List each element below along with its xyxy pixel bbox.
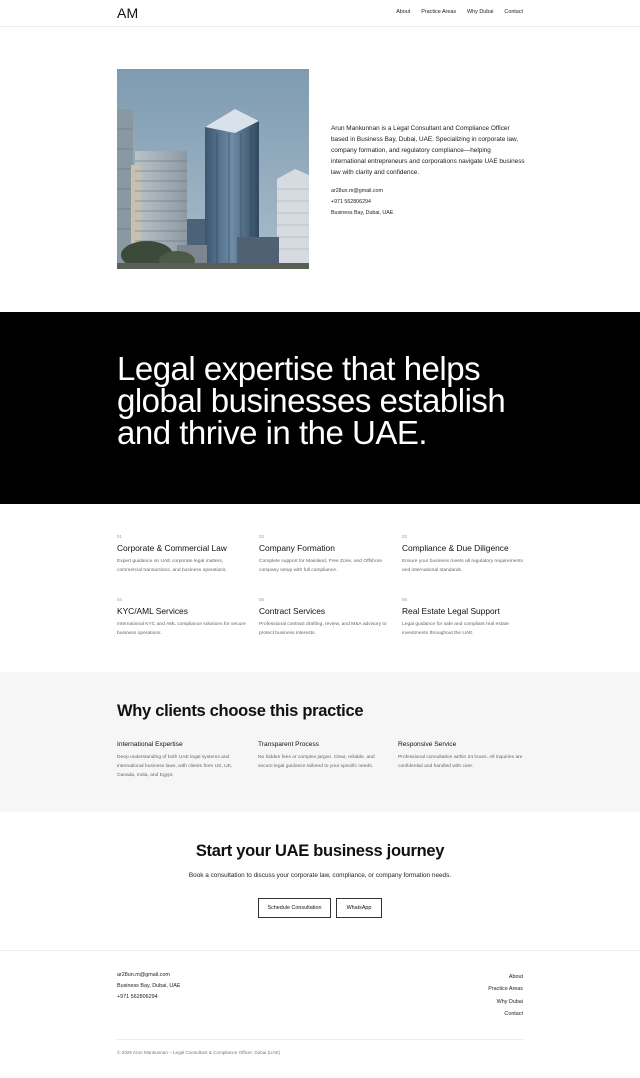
service-card: [117, 597, 247, 638]
service-number: 01: [117, 534, 122, 539]
why-item-description: Deep understanding of both UAE legal systems and international business laws, with clients from US, UK, Canada, India, and Egypt.: [117, 755, 233, 778]
cta-title: Start your UAE business journey: [195, 842, 445, 860]
service-number: 04: [117, 597, 122, 602]
service-title: KYC/AML Services: [117, 606, 188, 616]
footer-phone[interactable]: +971 562806294: [117, 994, 158, 1000]
why-item-title: Transparent Process: [258, 741, 319, 748]
footer-link-practice-areas[interactable]: Practice Areas: [488, 986, 523, 993]
service-title: Contract Services: [259, 606, 326, 616]
service-description: Ensure your business meets all regulatory requirements and international standards.: [402, 559, 523, 573]
why-section: [0, 672, 640, 812]
service-description: Expert guidance on UAE corporate legal matters, commercial transactions, and business operations.: [117, 559, 227, 573]
site-logo[interactable]: AM: [117, 5, 139, 21]
hero-email[interactable]: ar28un.m@gmail.com: [331, 188, 383, 194]
service-title: Corporate & Commercial Law: [117, 543, 227, 553]
service-number: 02: [259, 534, 264, 539]
service-card: [259, 534, 389, 575]
cta-subtitle: Book a consultation to discuss your corporate law, compliance, or company formation needs.: [188, 872, 452, 879]
bio-text: Arun Mankunnan is a Legal Consultant and Compliance Officer based in Business Bay, Dubai, UAE. Specializing in corporate law, company formation, and regulatory compliance—helping international entrepreneurs and corporations navigate UAE business law with clarity and confidence.: [331, 125, 525, 176]
whatsapp-button[interactable]: WhatsApp: [336, 898, 382, 918]
service-card: [259, 597, 389, 638]
service-card: [402, 597, 532, 638]
footer-nav: [488, 971, 523, 1020]
schedule-consultation-button[interactable]: Schedule Consultation: [258, 898, 331, 918]
city-skyline-photo: [117, 69, 309, 269]
why-item-title: Responsive Service: [398, 741, 457, 748]
footer-divider: [117, 1039, 523, 1040]
footer-email[interactable]: ar28un.m@gmail.com: [117, 972, 170, 978]
service-description: Complete support for Mainland, Free Zone, and Offshore company setup with full compliance.: [259, 559, 383, 573]
copyright-text: © 2025 Arun Mankunnan – Legal Consultant & Compliance Officer, Dubai (UAE): [117, 1050, 281, 1055]
footer-link-about[interactable]: About: [508, 974, 523, 980]
hero-contact-details: [331, 186, 393, 219]
headline-banner: [0, 312, 640, 504]
service-title: Company Formation: [259, 543, 335, 553]
service-description: Professional contract drafting, review, and M&A advisory to protect business interests.: [259, 622, 387, 636]
why-item: [398, 741, 526, 771]
banner-headline: Legal expertise that helps global businesses establish and thrive in the UAE.: [117, 350, 506, 451]
service-title: Compliance & Due Diligence: [402, 543, 509, 553]
why-title: Why clients choose this practice: [117, 702, 364, 720]
footer-contact: [117, 970, 180, 1003]
why-item-title: International Expertise: [117, 741, 183, 748]
service-card: [117, 534, 247, 575]
footer-link-why-dubai[interactable]: Why Dubai: [496, 998, 523, 1005]
why-item-description: No hidden fees or complex jargon. Clear, reliable, and secure legal guidance tailored to your specific needs.: [258, 755, 375, 769]
nav-link-contact[interactable]: Contact: [504, 9, 523, 15]
nav-link-practice-areas[interactable]: Practice Areas: [421, 9, 457, 15]
main-nav: [396, 9, 523, 15]
footer-link-contact[interactable]: Contact: [504, 1010, 523, 1017]
why-item: [117, 741, 245, 780]
service-number: 03: [402, 534, 407, 539]
service-title: Real Estate Legal Support: [402, 606, 500, 616]
service-description: International KYC and AML compliance solutions for secure business operations.: [117, 622, 246, 636]
service-number: 05: [259, 597, 264, 602]
hero-phone[interactable]: +971 562806294: [331, 199, 371, 205]
service-card: [402, 534, 532, 575]
hero-location: Business Bay, Dubai, UAE: [331, 210, 394, 216]
site-header: [0, 0, 640, 27]
nav-link-why-dubai[interactable]: Why Dubai: [467, 9, 494, 15]
skyline-illustration: [117, 69, 309, 269]
why-item-description: Professional consultation within 24 hours. All inquiries are confidential and handled with care.: [398, 755, 523, 769]
service-number: 06: [402, 597, 407, 602]
service-description: Legal guidance for safe and compliant real estate investments throughout the UAE.: [402, 622, 509, 636]
footer-top-divider: [0, 950, 640, 951]
footer-location: Business Bay, Dubai, UAE: [117, 983, 181, 989]
nav-link-about[interactable]: About: [396, 9, 411, 15]
why-item: [258, 741, 386, 771]
